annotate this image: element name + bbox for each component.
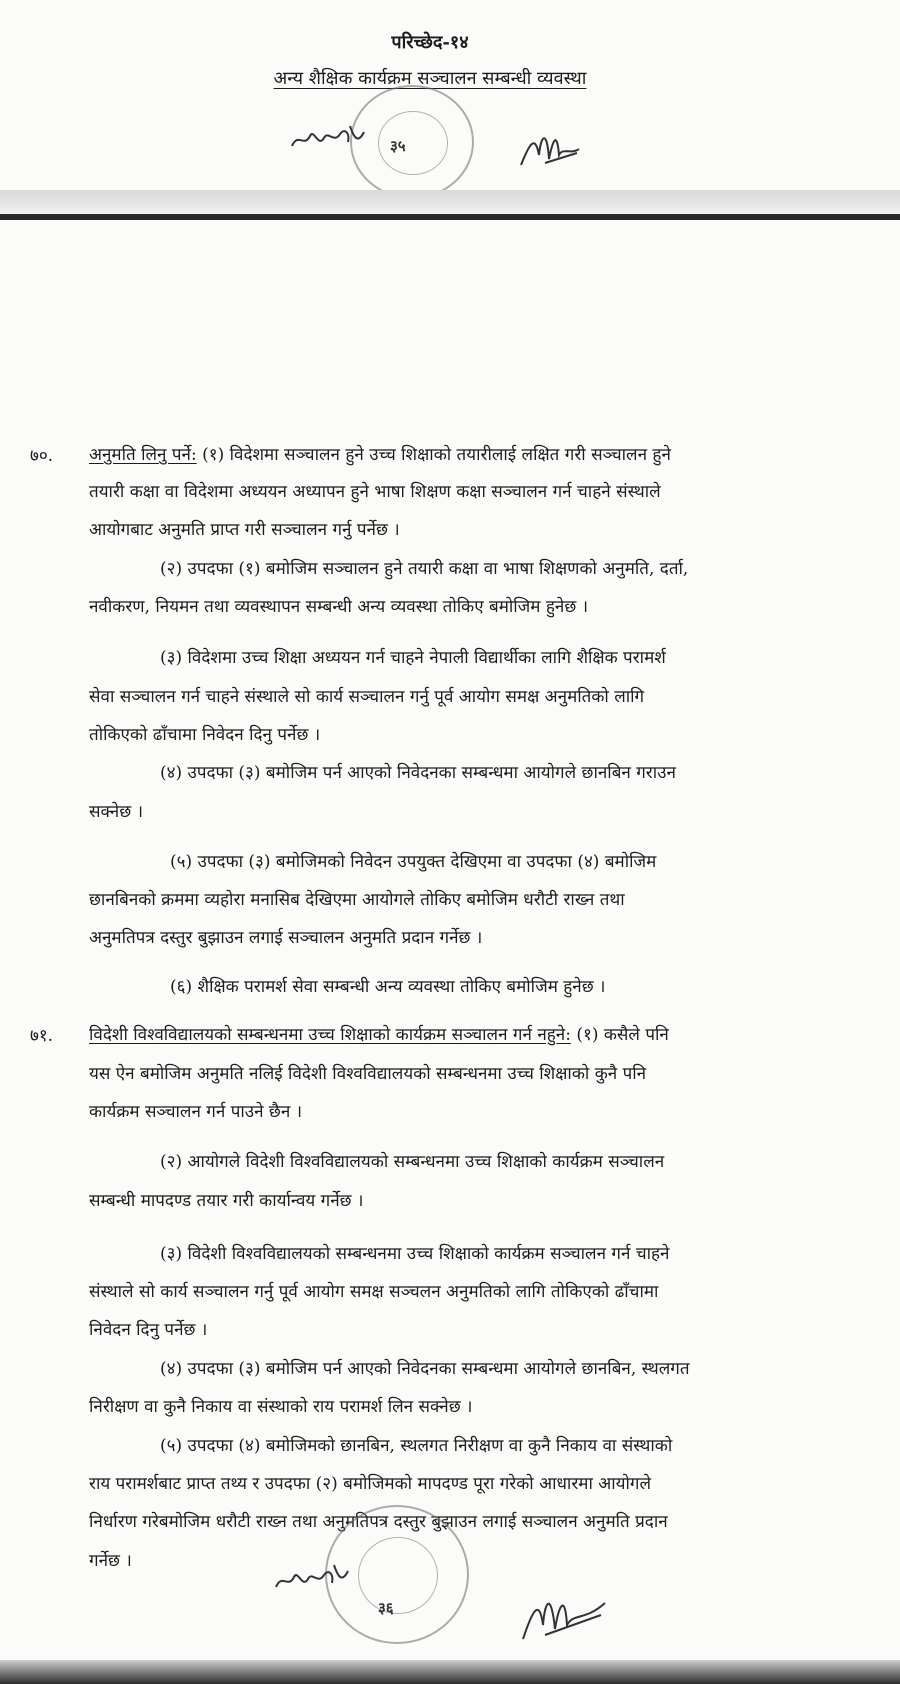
- initial-signature-left: [288, 118, 368, 158]
- section-line: निवेदन दिनु पर्नेछ ।: [89, 1320, 208, 1340]
- section-line: (४) उपदफा (३) बमोजिम पर्न आएको निवेदनका सम्बन्धमा आयोगले छानबिन गराउन: [160, 763, 676, 783]
- official-seal: [350, 85, 474, 199]
- initial-signature-right: [515, 125, 585, 175]
- section-line: सक्नेछ ।: [89, 802, 144, 822]
- section-line: (४) उपदफा (३) बमोजिम पर्न आएको निवेदनका सम्बन्धमा आयोगले छानबिन, स्थलगत: [160, 1359, 690, 1379]
- section-line: (२) आयोगले विदेशी विश्वविद्यालयको सम्बन्धनमा उच्च शिक्षाको कार्यक्रम सञ्चालन: [160, 1152, 665, 1172]
- chapter-number: परिच्छेद-१४: [391, 32, 469, 53]
- section-line: गर्नेछ ।: [89, 1551, 132, 1571]
- section-line: (२) उपदफा (१) बमोजिम सञ्चालन हुने तयारी कक्षा वा भाषा शिक्षणको अनुमति, दर्ता,: [160, 559, 689, 579]
- initial-signature-left: [272, 1555, 352, 1600]
- initial-signature-right: [515, 1585, 615, 1645]
- section-line: संस्थाले सो कार्य सञ्चालन गर्नु पूर्व आयोग समक्ष सञ्चलन अनुमतिको लागि तोकिएको ढाँचामा: [89, 1282, 659, 1302]
- section-line: सेवा सञ्चालन गर्न चाहने संस्थाले सो कार्य सञ्चालन गर्नु पूर्व आयोग समक्ष अनुमतिको लागि: [89, 687, 645, 707]
- section-line: निरीक्षण वा कुनै निकाय वा संस्थाको राय परामर्श लिन सक्नेछ ।: [89, 1397, 473, 1417]
- page-number: ३६: [378, 1599, 394, 1617]
- section-line: (६) शैक्षिक परामर्श सेवा सम्बन्धी अन्य व्यवस्था तोकिए बमोजिम हुनेछ ।: [170, 977, 606, 997]
- previous-page-strip: [0, 0, 900, 190]
- page-number: ३५: [390, 137, 406, 155]
- section-line: (३) विदेशमा उच्च शिक्षा अध्ययन गर्न चाहने नेपाली विद्यार्थीका लागि शैक्षिक परामर्श: [160, 648, 666, 668]
- section-number: ७०.: [30, 446, 54, 466]
- section-number: ७१.: [30, 1026, 54, 1046]
- page-separator: [0, 190, 900, 212]
- section-line: अनुमतिपत्र दस्तुर बुझाउन लगाई सञ्चालन अनुमति प्रदान गर्नेछ ।: [89, 928, 483, 948]
- section-heading: अनुमति लिनु पर्ने:: [89, 445, 197, 465]
- page-bottom-edge: [0, 1660, 900, 1684]
- section-line: छानबिनको क्रममा व्यहोरा मनासिब देखिएमा आयोगले तोकिए बमोजिम धरौटी राख्न तथा: [89, 890, 625, 910]
- section-line: राय परामर्शबाट प्राप्त तथ्य र उपदफा (२) बमोजिमको मापदण्ड पूरा गरेको आधारमा आयोगले: [89, 1474, 651, 1494]
- section-line: (५) उपदफा (३) बमोजिमको निवेदन उपयुक्त देखिएमा वा उपदफा (४) बमोजिम: [170, 852, 657, 872]
- section-line: तोकिएको ढाँचामा निवेदन दिनु पर्नेछ ।: [89, 725, 321, 745]
- section-line: नवीकरण, नियमन तथा व्यवस्थापन सम्बन्धी अन्य व्यवस्था तोकिए बमोजिम हुनेछ ।: [89, 597, 589, 617]
- section-line: (१) विदेशमा सञ्चालन हुने उच्च शिक्षाको तयारीलाई लक्षित गरी सञ्चालन हुने: [202, 445, 671, 465]
- section-heading: विदेशी विश्वविद्यालयको सम्बन्धनमा उच्च शिक्षाको कार्यक्रम सञ्चालन गर्न नहुने:: [89, 1025, 571, 1045]
- section-line: (३) विदेशी विश्वविद्यालयको सम्बन्धनमा उच्च शिक्षाको कार्यक्रम सञ्चालन गर्न चाहने: [160, 1244, 670, 1264]
- section-line: यस ऐन बमोजिम अनुमति नलिई विदेशी विश्वविद्यालयको सम्बन्धनमा उच्च शिक्षाको कुनै पनि: [89, 1064, 647, 1084]
- section-line: (५) उपदफा (४) बमोजिमको छानबिन, स्थलगत निरीक्षण वा कुनै निकाय वा संस्थाको: [160, 1436, 673, 1456]
- section-line: आयोगबाट अनुमति प्राप्त गरी सञ्चालन गर्नु पर्नेछ ।: [89, 520, 400, 540]
- section-line: निर्धारण गरेबमोजिम धरौटी राख्न तथा अनुमतिपत्र दस्तुर बुझाउन लगाई सञ्चालन अनुमति प्रदान: [89, 1512, 668, 1532]
- section-line: (१) कसैले पनि: [576, 1025, 669, 1045]
- section-line: कार्यक्रम सञ्चालन गर्न पाउने छैन ।: [89, 1102, 303, 1122]
- chapter-title: अन्य शैक्षिक कार्यक्रम सञ्चालन सम्बन्धी व्यवस्था: [273, 68, 587, 89]
- section-line: सम्बन्धी मापदण्ड तयार गरी कार्यान्वय गर्नेछ ।: [89, 1191, 364, 1211]
- section-line: तयारी कक्षा वा विदेशमा अध्ययन अध्यापन हुने भाषा शिक्षण कक्षा सञ्चालन गर्न चाहने संस्थाले: [89, 482, 661, 502]
